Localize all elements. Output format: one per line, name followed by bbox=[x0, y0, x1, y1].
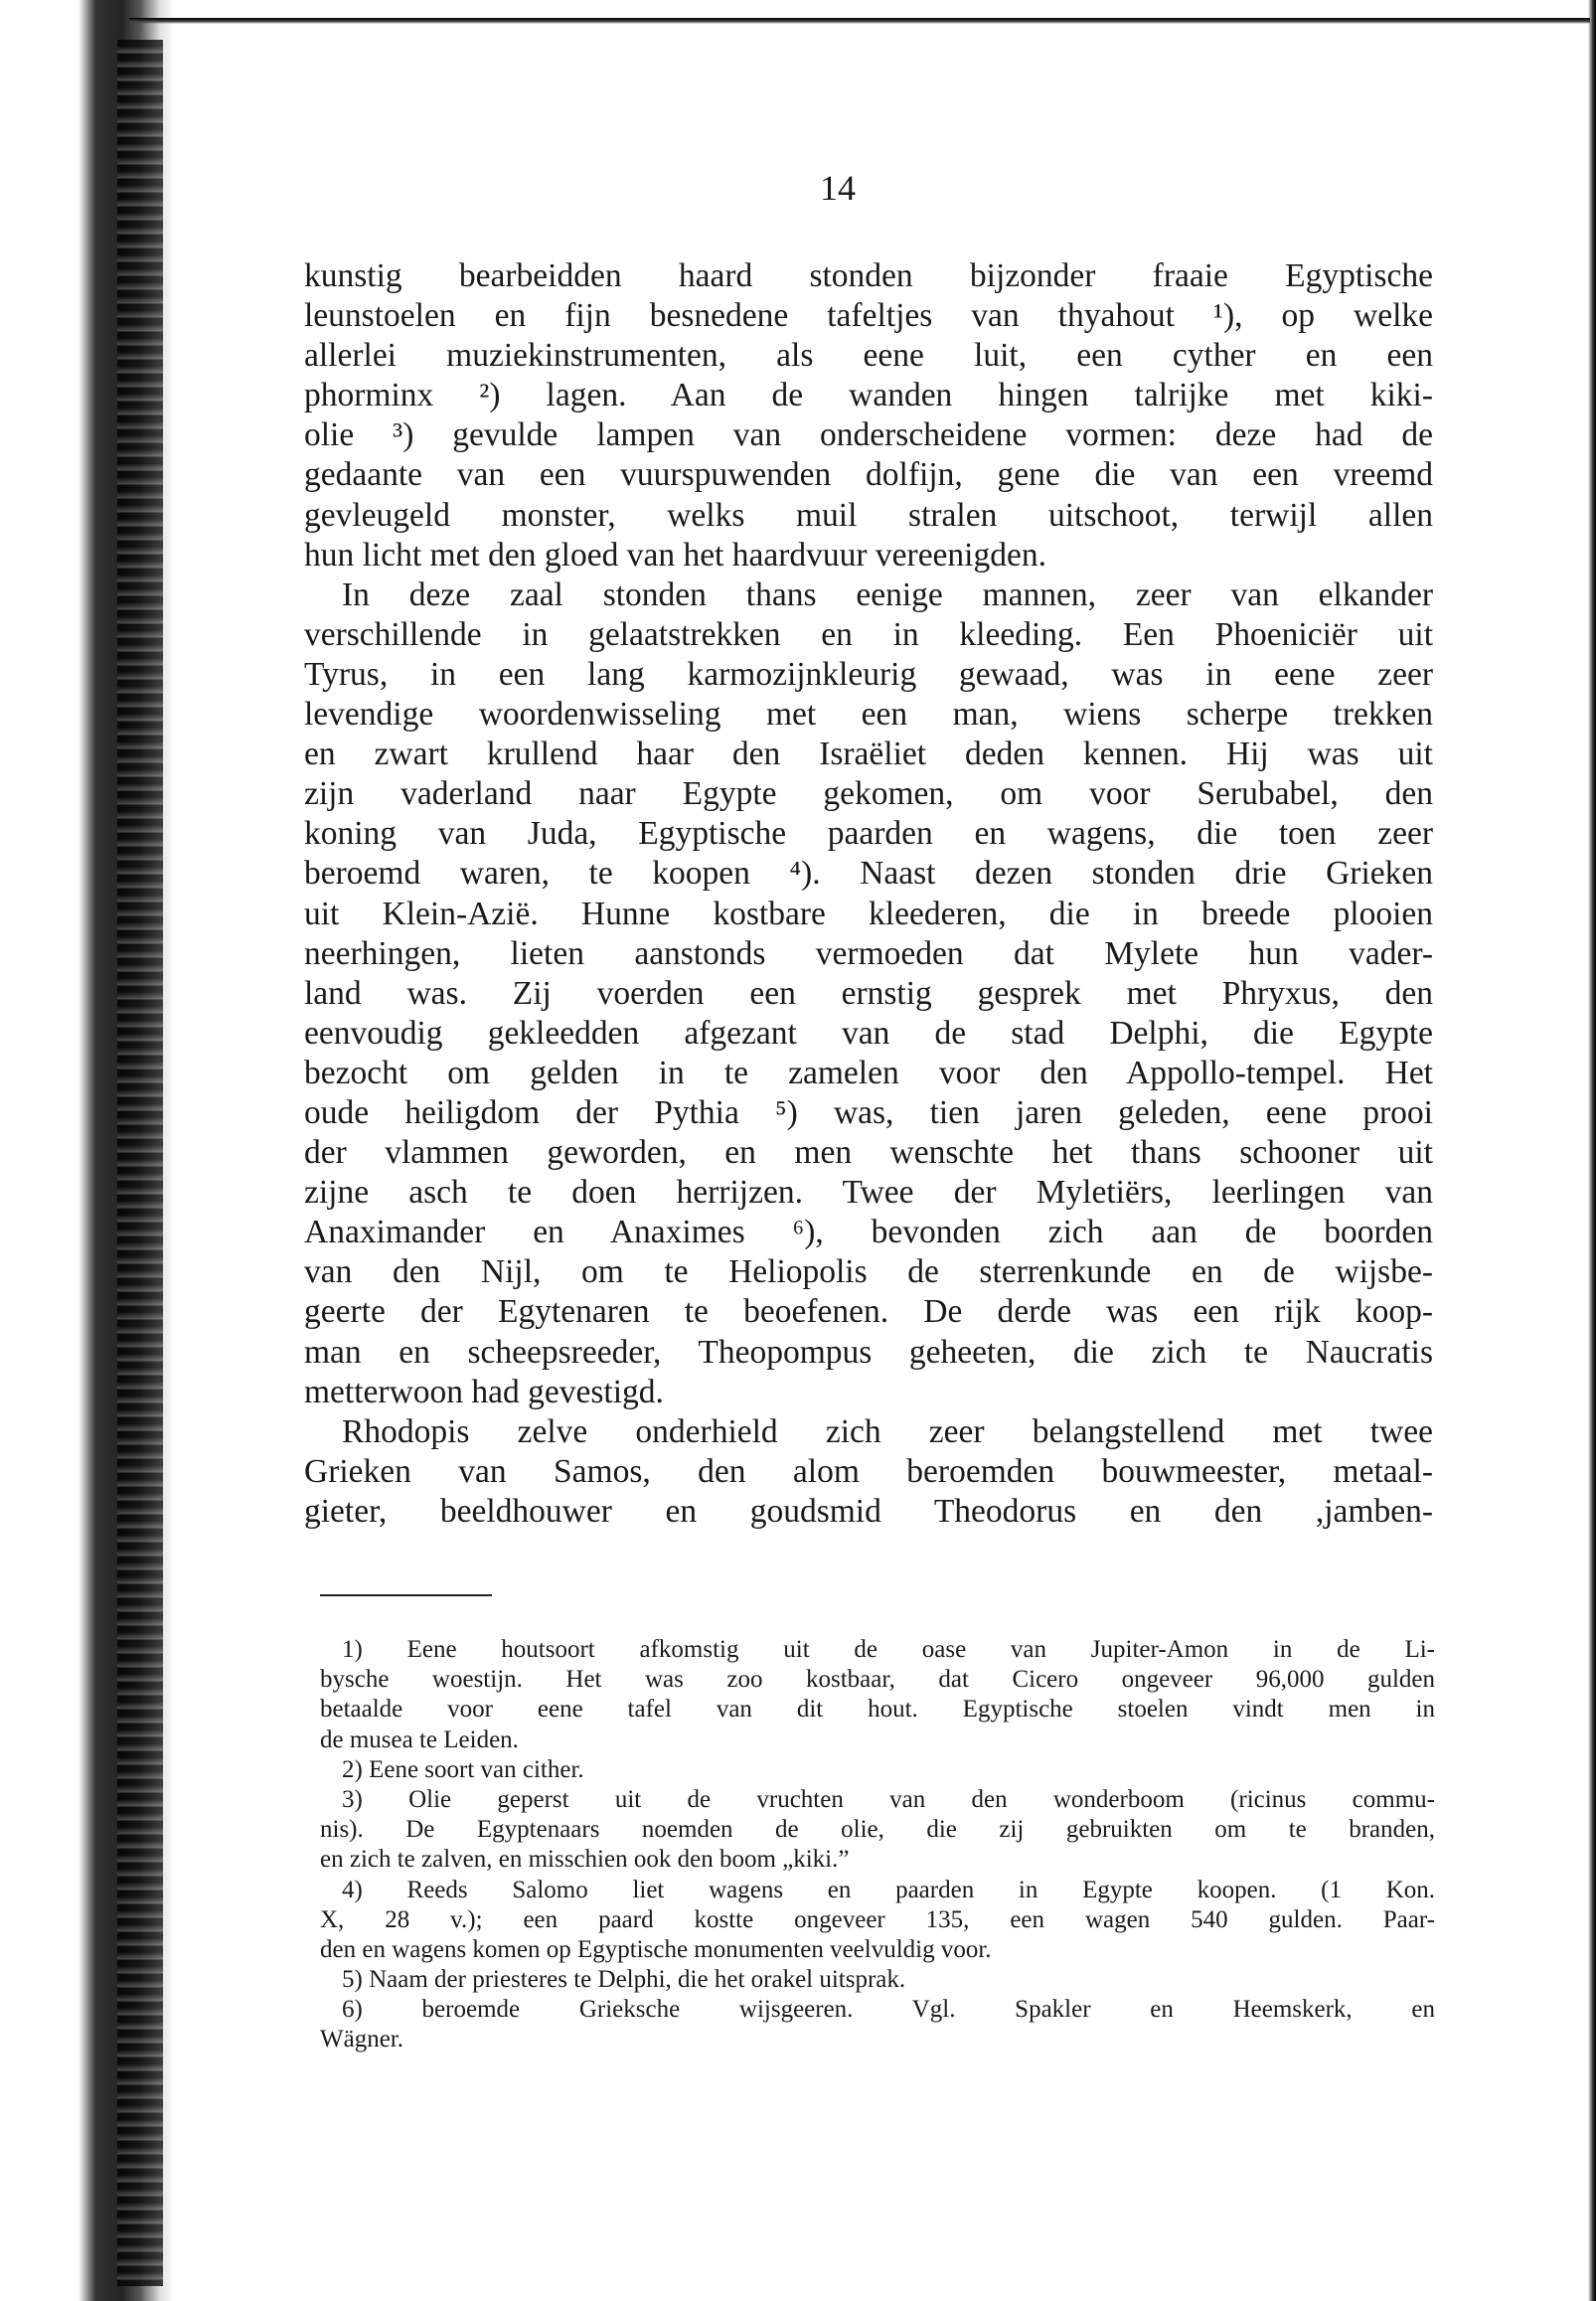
body-line: beroemd waren, te koopen ⁴). Naast dezen stonden drie Grieken bbox=[304, 855, 1433, 893]
body-line: metterwoon had gevestigd. bbox=[304, 1373, 664, 1410]
body-line: gevleugeld monster, welks muil stralen uitschoot, terwijl allen bbox=[304, 496, 1433, 534]
body-line: eenvoudig gekleedden afgezant van de stad Delphi, die Egypte bbox=[304, 1014, 1433, 1052]
body-line: neerhingen, lieten aanstonds vermoeden dat Mylete hun vader- bbox=[304, 934, 1433, 972]
footnote-line: 5) Naam der priesteres te Delphi, die het orakel uitsprak. bbox=[342, 1966, 906, 1994]
body-line: bezocht om gelden in te zamelen voor den Appollo-tempel. Het bbox=[304, 1054, 1433, 1091]
body-line: Grieken van Samos, den alom beroemden bouwmeester, metaal- bbox=[304, 1452, 1433, 1490]
body-line: land was. Zij voerden een ernstig gesprek met Phryxus, den bbox=[304, 974, 1433, 1012]
body-line: leunstoelen en fijn besnedene tafeltjes van thyahout ¹), op welke bbox=[304, 297, 1433, 335]
body-line: kunstig bearbeidden haard stonden bijzonder fraaie Egyptische bbox=[304, 257, 1433, 294]
body-line: gieter, beeldhouwer en goudsmid Theodorus en den ,jamben- bbox=[304, 1492, 1433, 1530]
body-line: phorminx ²) lagen. Aan de wanden hingen talrijke met kiki- bbox=[304, 377, 1433, 414]
footnote-line: X, 28 v.); een paard kostte ongeveer 135, een wagen 540 gulden. Paar- bbox=[320, 1905, 1435, 1933]
page-right-edge bbox=[1588, 0, 1596, 2301]
body-line: van den Nijl, om te Heliopolis de sterrenkunde en de wijsbe- bbox=[304, 1253, 1433, 1291]
footnote-line: 6) beroemde Grieksche wijsgeeren. Vgl. Spakler en Heemskerk, en bbox=[342, 1996, 1435, 2024]
body-text bbox=[304, 256, 1433, 1532]
page-top-edge bbox=[129, 18, 1590, 24]
body-line: olie ³) gevulde lampen van onderscheidene vormen: deze had de bbox=[304, 416, 1433, 454]
body-line: hun licht met den gloed van het haardvuur vereenigden. bbox=[304, 536, 1046, 574]
footnote-line: 4) Reeds Salomo liet wagens en paarden in Egypte koopen. (1 Kon. bbox=[342, 1876, 1435, 1903]
body-line: koning van Juda, Egyptische paarden en wagens, die toen zeer bbox=[304, 815, 1433, 853]
binding-stitching bbox=[117, 40, 163, 2286]
footnote-line: nis). De Egyptenaars noemden de olie, die zij gebruikten om te branden, bbox=[320, 1816, 1435, 1844]
footnote-line: de musea te Leiden. bbox=[320, 1726, 519, 1753]
body-line: levendige woordenwisseling met een man, wiens scherpe trekken bbox=[304, 696, 1433, 734]
body-line: allerlei muziekinstrumenten, als eene luit, een cyther en een bbox=[304, 337, 1433, 375]
body-line: verschillende in gelaatstrekken en in kleeding. Een Phoeniciër uit bbox=[304, 615, 1433, 653]
footnote-line: 3) Olie geperst uit de vruchten van den wonderboom (ricinus commu- bbox=[342, 1785, 1435, 1813]
body-line: Anaximander en Anaximes ⁶), bevonden zich aan de boorden bbox=[304, 1214, 1433, 1251]
body-line: In deze zaal stonden thans eenige mannen, zeer van elkander bbox=[342, 575, 1433, 613]
footnote-line: den en wagens komen op Egyptische monumenten veelvuldig voor. bbox=[320, 1935, 992, 1963]
body-line: zijn vaderland naar Egypte gekomen, om voor Serubabel, den bbox=[304, 775, 1433, 813]
footnote-line: bysche woestijn. Het was zoo kostbaar, dat Cicero ongeveer 96,000 gulden bbox=[320, 1666, 1435, 1694]
body-line: gedaante van een vuurspuwenden dolfijn, gene die van een vreemd bbox=[304, 456, 1433, 494]
body-line: Rhodopis zelve onderhield zich zeer belangstellend met twee bbox=[342, 1412, 1433, 1450]
footnote-separator bbox=[320, 1594, 492, 1596]
page-number: 14 bbox=[820, 168, 856, 208]
footnote-line: betaalde voor eene tafel van dit hout. Egyptische stoelen vindt men in bbox=[320, 1696, 1435, 1724]
body-line: zijne asch te doen herrijzen. Twee der Myletiërs, leerlingen van bbox=[304, 1174, 1433, 1212]
body-line: der vlammen geworden, en men wenschte het thans schooner uit bbox=[304, 1134, 1433, 1172]
footnote-line: en zich te zalven, en misschien ook den boom „kiki.” bbox=[320, 1846, 850, 1874]
footnote-line: 2) Eene soort van cither. bbox=[342, 1755, 584, 1783]
body-line: uit Klein-Azië. Hunne kostbare kleederen, die in breede plooien bbox=[304, 895, 1433, 932]
footnote-line: 1) Eene houtsoort afkomstig uit de oase van Jupiter-Amon in de Li- bbox=[342, 1636, 1435, 1663]
footnote-line: Wägner. bbox=[320, 2026, 403, 2054]
footnotes bbox=[320, 1635, 1435, 2055]
body-line: Tyrus, in een lang karmozijnkleurig gewaad, was in eene zeer bbox=[304, 655, 1433, 693]
body-line: man en scheepsreeder, Theopompus geheeten, die zich te Naucratis bbox=[304, 1333, 1433, 1371]
body-line: en zwart krullend haar den Israëliet deden kennen. Hij was uit bbox=[304, 736, 1433, 773]
body-line: oude heiligdom der Pythia ⁵) was, tien jaren geleden, eene prooi bbox=[304, 1093, 1433, 1131]
body-line: geerte der Egytenaren te beoefenen. De derde was een rijk koop- bbox=[304, 1293, 1433, 1331]
